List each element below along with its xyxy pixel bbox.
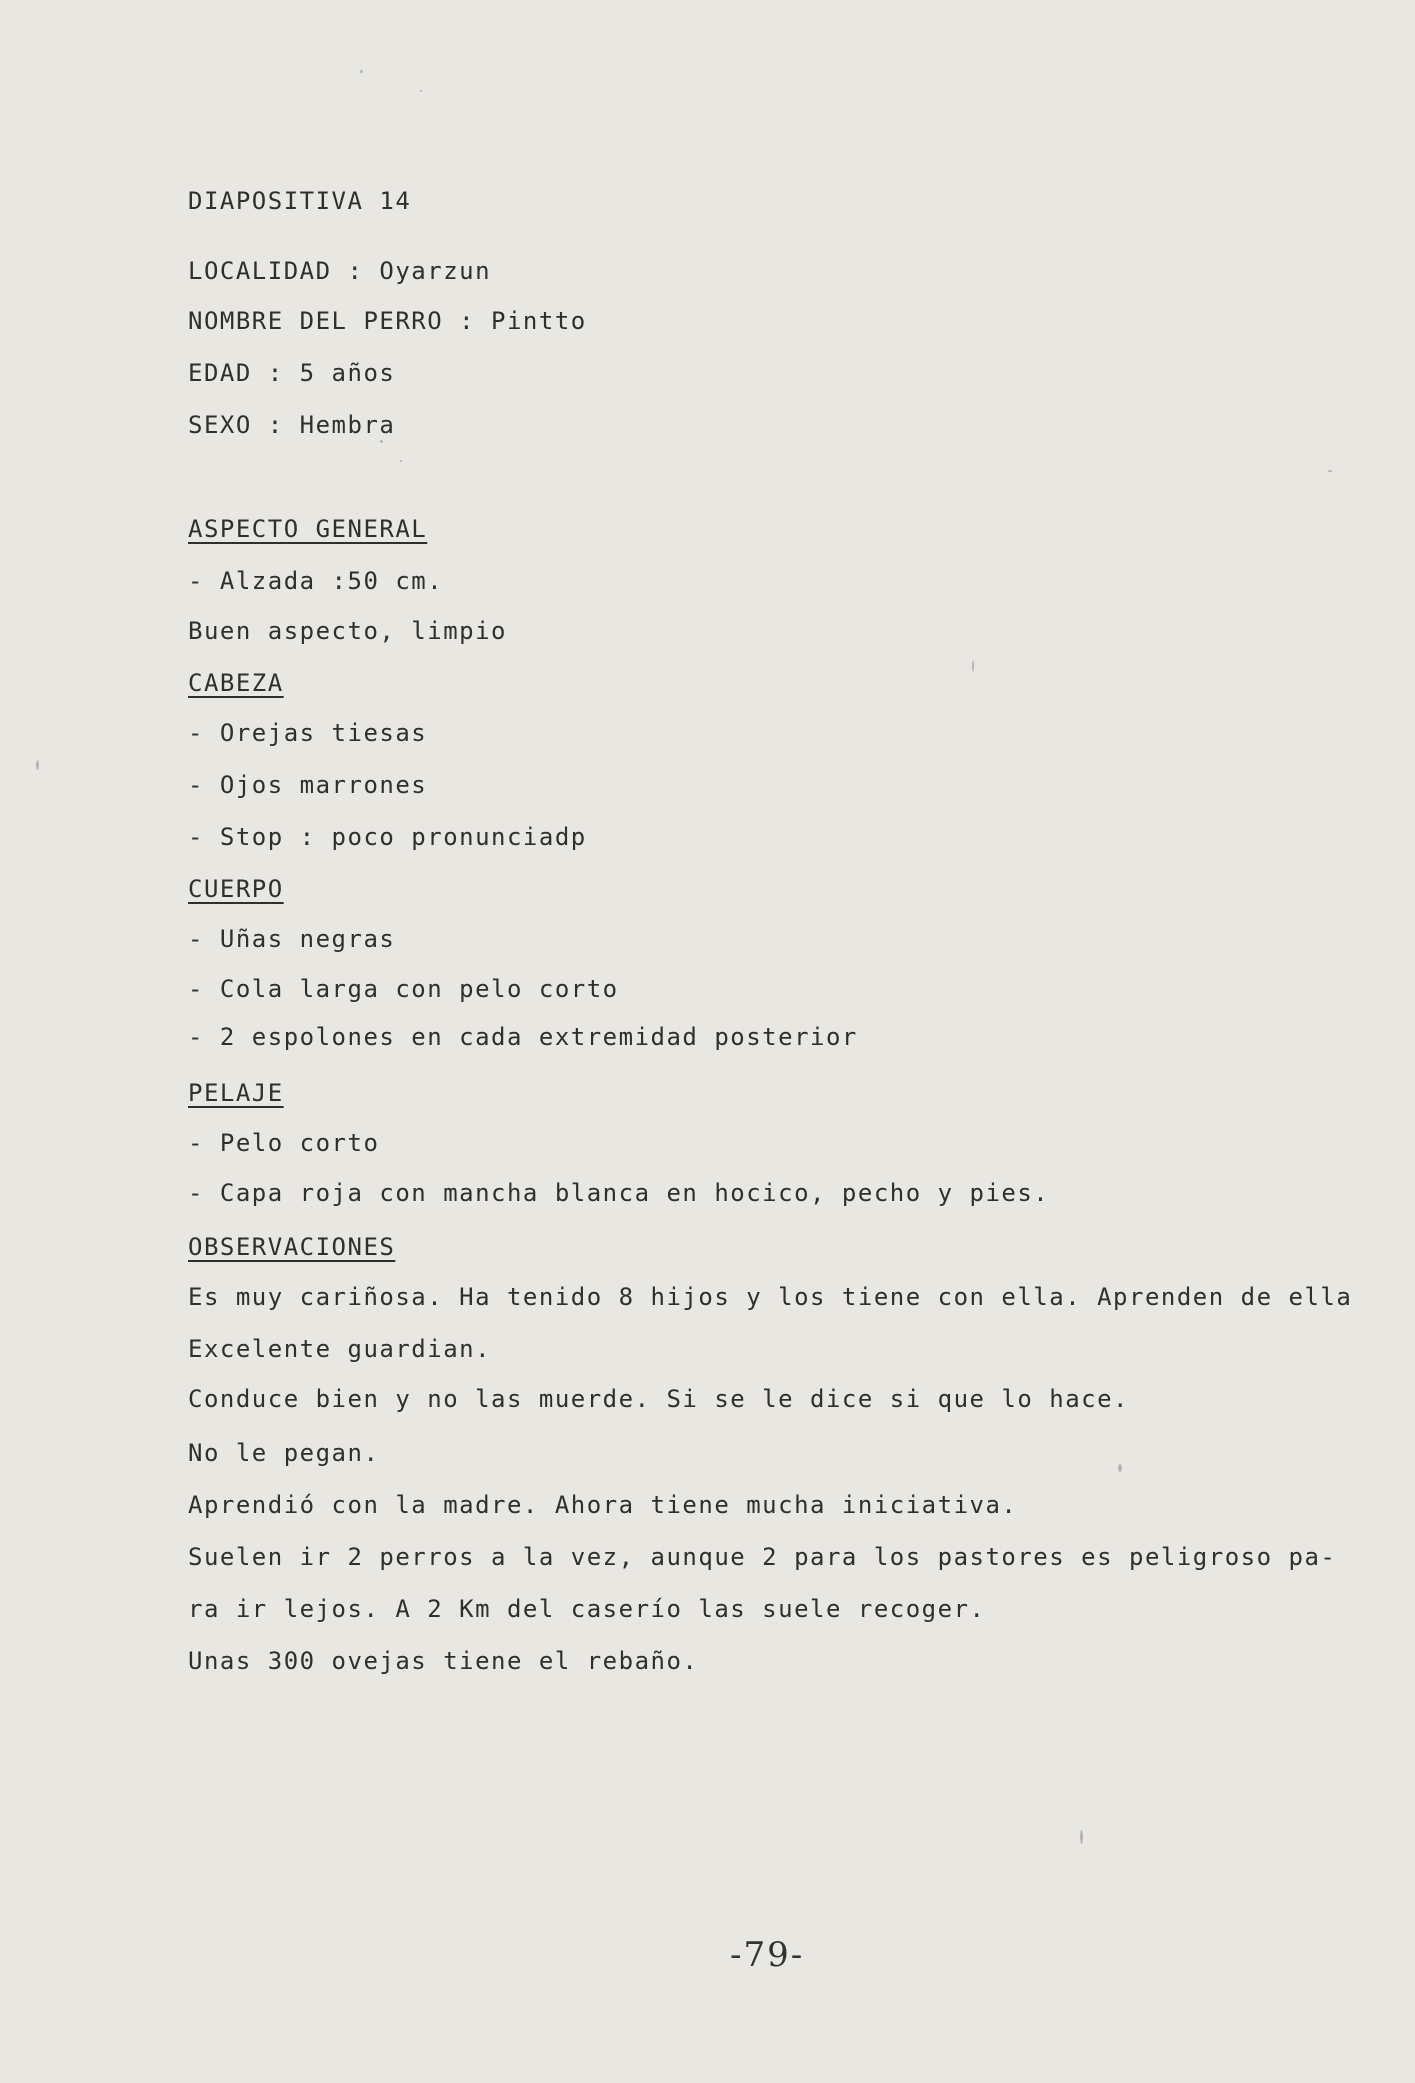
speck bbox=[1080, 1830, 1083, 1844]
speck bbox=[420, 90, 422, 92]
speck bbox=[972, 660, 974, 672]
heading-cabeza: CABEZA bbox=[188, 669, 284, 697]
line-localidad: LOCALIDAD : Oyarzun bbox=[188, 257, 492, 285]
line-obs-5: Aprendió con la madre. Ahora tiene mucha iniciativa. bbox=[188, 1491, 1018, 1519]
speck bbox=[36, 760, 39, 770]
line-unas: - Uñas negras bbox=[188, 925, 396, 953]
speck bbox=[360, 70, 363, 73]
line-orejas: - Orejas tiesas bbox=[188, 719, 428, 747]
line-espolones: - 2 espolones en cada extremidad posterior bbox=[188, 1023, 858, 1051]
line-cola: - Cola larga con pelo corto bbox=[188, 975, 619, 1003]
line-obs-4: No le pegan. bbox=[188, 1439, 380, 1467]
line-alzada: - Alzada :50 cm. bbox=[188, 567, 444, 595]
line-title: DIAPOSITIVA 14 bbox=[188, 187, 412, 215]
line-obs-6: Suelen ir 2 perros a la vez, aunque 2 para los pastores es peligroso pa- bbox=[188, 1543, 1337, 1571]
heading-aspecto-general: ASPECTO GENERAL bbox=[188, 515, 428, 543]
line-pelo: - Pelo corto bbox=[188, 1129, 380, 1157]
heading-pelaje: PELAJE bbox=[188, 1079, 284, 1107]
line-stop: - Stop : poco pronunciadp bbox=[188, 823, 587, 851]
page-number: -79- bbox=[730, 1935, 805, 1975]
speck bbox=[1118, 1464, 1122, 1472]
speck bbox=[380, 440, 383, 443]
line-capa: - Capa roja con mancha blanca en hocico, pecho y pies. bbox=[188, 1179, 1050, 1207]
line-aspecto: Buen aspecto, limpio bbox=[188, 617, 507, 645]
line-edad: EDAD : 5 años bbox=[188, 359, 396, 387]
line-obs-1: Es muy cariñosa. Ha tenido 8 hijos y los tiene con ella. Aprenden de ella bbox=[188, 1283, 1353, 1311]
line-ojos: - Ojos marrones bbox=[188, 771, 428, 799]
heading-observaciones: OBSERVACIONES bbox=[188, 1233, 396, 1261]
line-obs-3: Conduce bien y no las muerde. Si se le dice si que lo hace. bbox=[188, 1385, 1130, 1413]
line-sexo: SEXO : Hembra bbox=[188, 411, 396, 439]
line-obs-7: ra ir lejos. A 2 Km del caserío las suele recoger. bbox=[188, 1595, 986, 1623]
heading-cuerpo: CUERPO bbox=[188, 875, 284, 903]
speck bbox=[1328, 470, 1332, 472]
line-nombre: NOMBRE DEL PERRO : Pintto bbox=[188, 307, 587, 335]
line-obs-2: Excelente guardian. bbox=[188, 1335, 492, 1363]
line-obs-8: Unas 300 ovejas tiene el rebaño. bbox=[188, 1647, 699, 1675]
speck bbox=[400, 460, 402, 462]
